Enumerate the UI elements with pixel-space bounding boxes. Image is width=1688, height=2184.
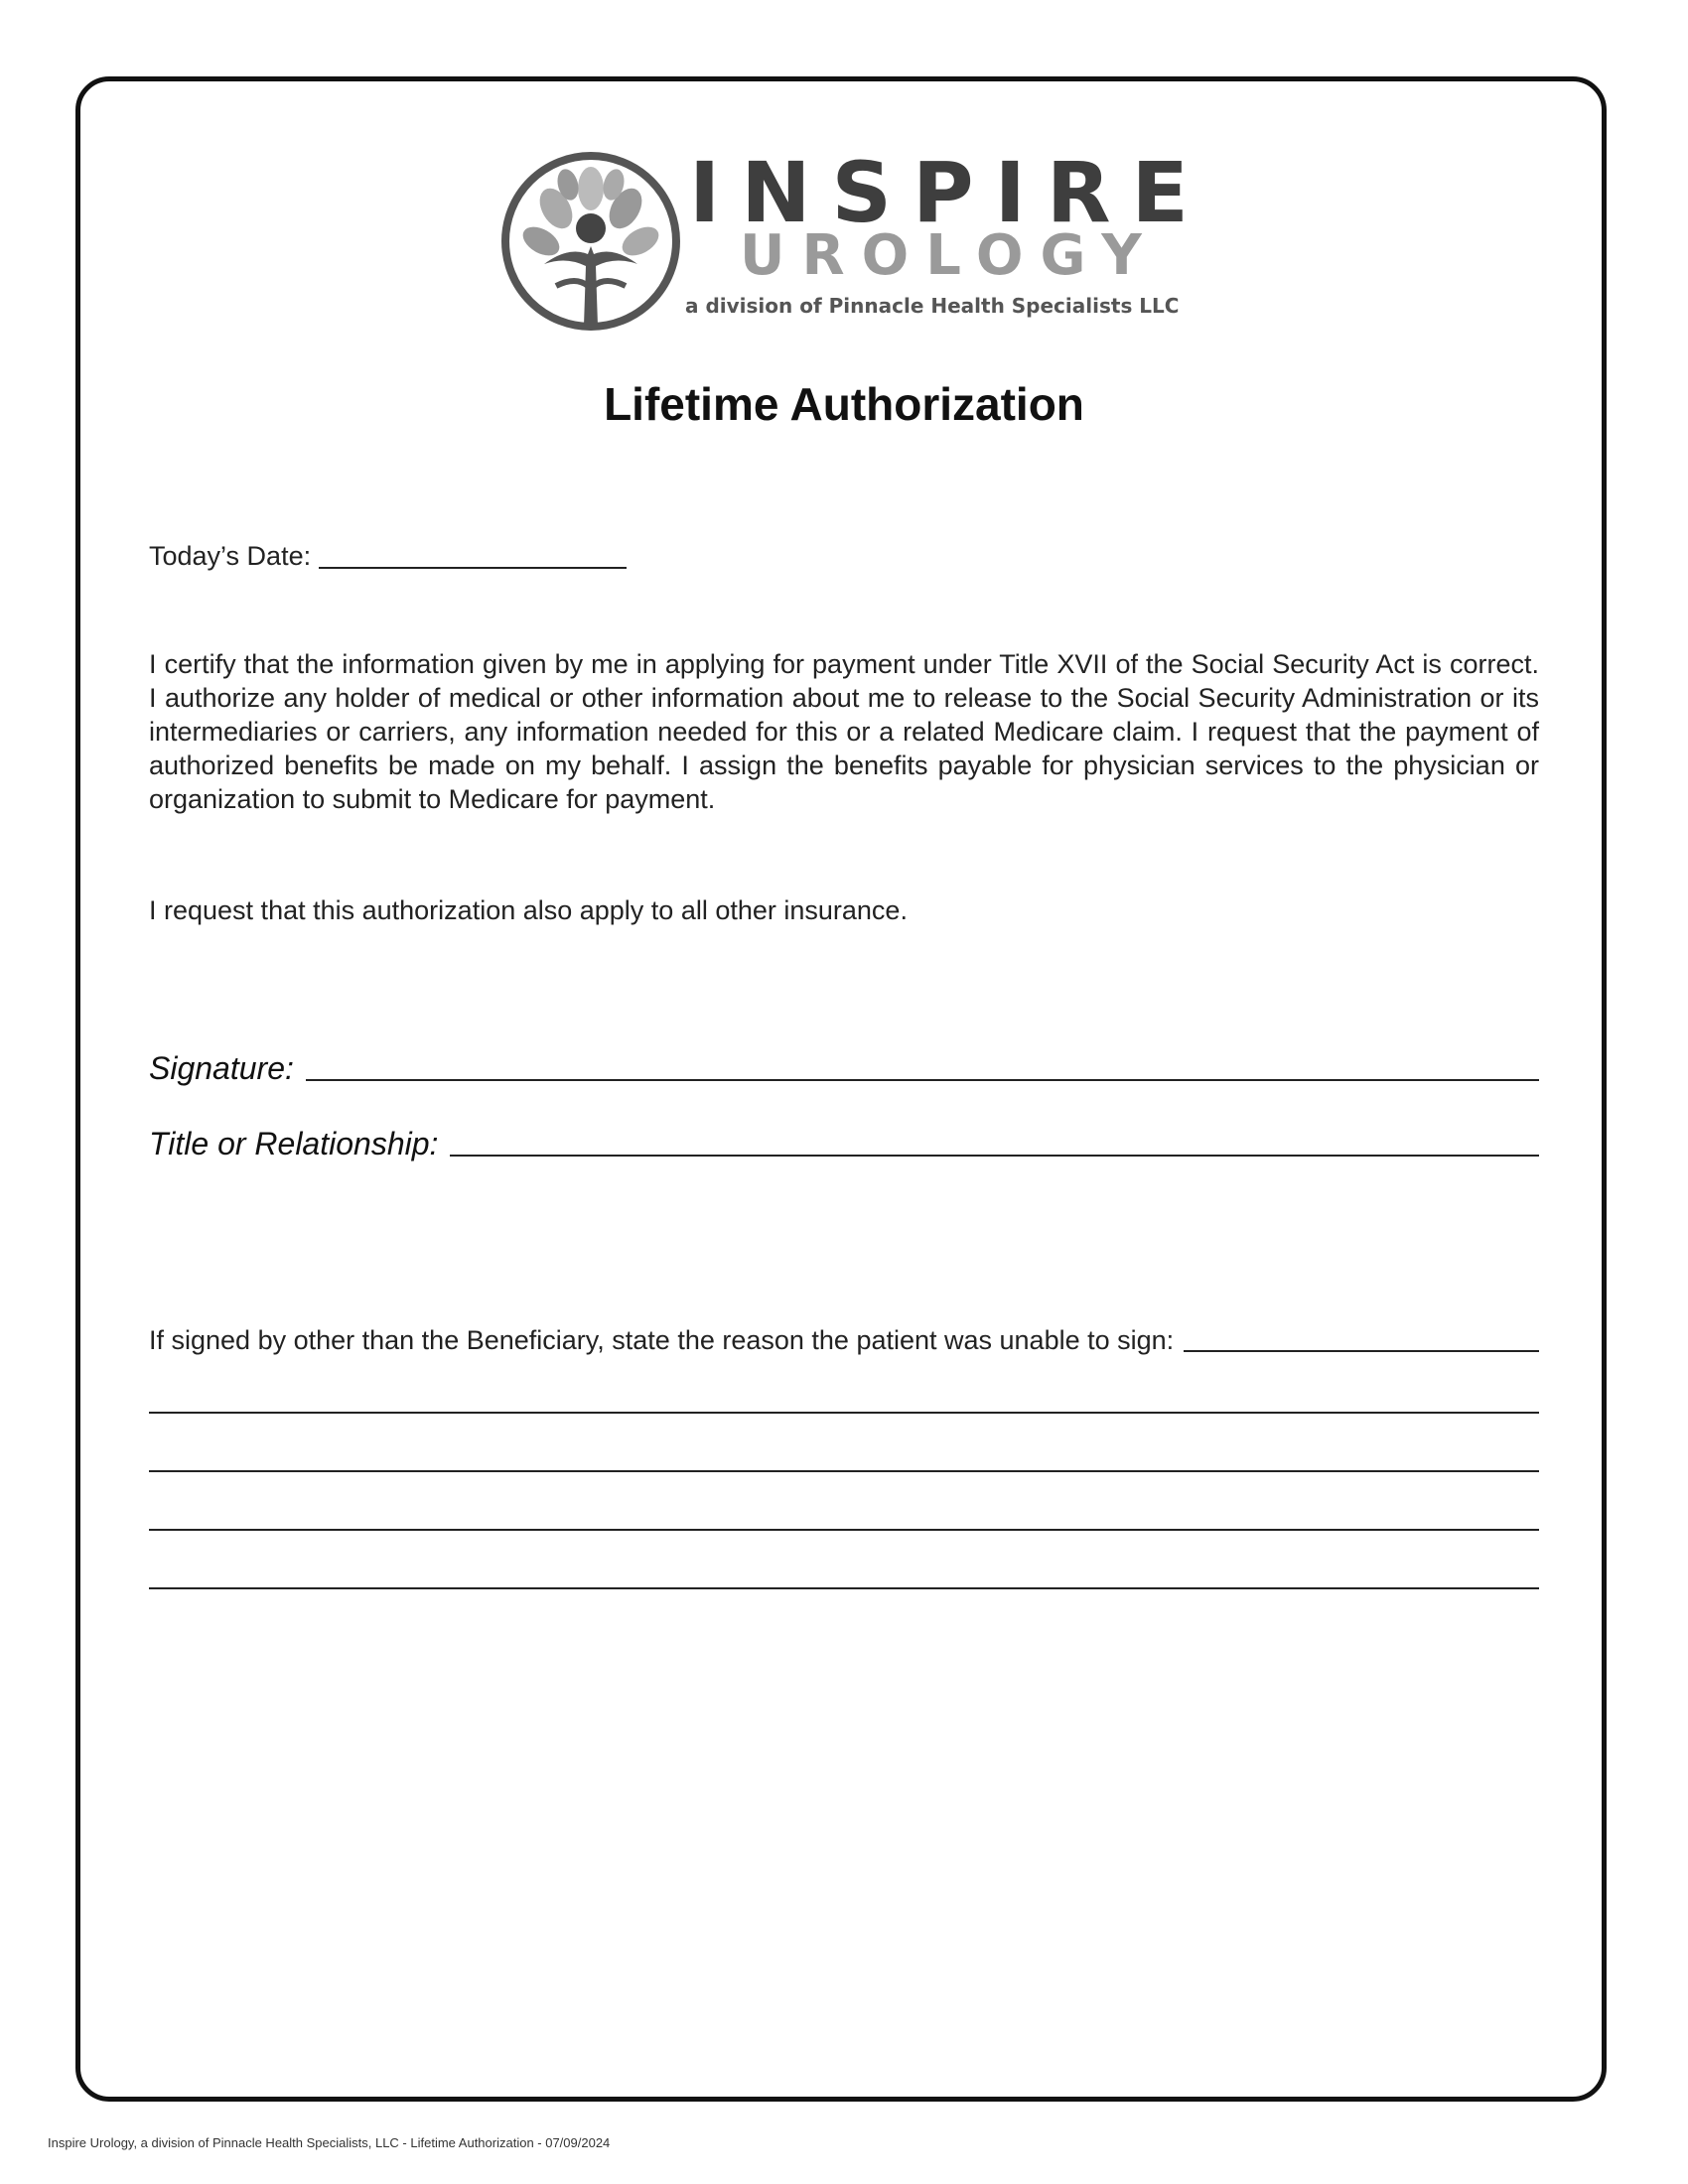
signature-label: Signature: (149, 1050, 294, 1086)
certification-paragraph: I certify that the information given by me in applying for payment under Title XVII of the Social Security Act is correct. I authorize any holder of medical or other information about me to release to the Social Security Administration or its intermediaries or carriers, any information needed for this or a related Medicare claim. I request that the payment of authorized benefits be made on my behalf. I assign the benefits payable for physician services to the physician or organization to submit to Medicare for payment. (149, 649, 1539, 814)
reason-line[interactable] (149, 1529, 1539, 1531)
brand-name: INSPIRE (689, 144, 1209, 241)
reason-label: If signed by other than the Beneficiary, state the reason the patient was unable to sign: (149, 1325, 1175, 1355)
date-field[interactable] (319, 567, 627, 569)
date-label: Today’s Date: (149, 541, 312, 571)
insurance-paragraph: I request that this authorization also apply to all other insurance. (149, 895, 908, 925)
reason-row (149, 1325, 1539, 1356)
tree-figure-icon (496, 147, 685, 336)
page-footer: Inspire Urology, a division of Pinnacle Health Specialists, LLC - Lifetime Authorization - 07/09/2024 (48, 2135, 611, 2150)
date-row (149, 539, 627, 573)
relationship-label: Title or Relationship: (149, 1126, 439, 1161)
reason-line[interactable] (149, 1587, 1539, 1589)
page-title: Lifetime Authorization (604, 378, 1084, 430)
relationship-row (149, 1123, 1539, 1162)
signature-field[interactable] (306, 1079, 1539, 1081)
signature-row (149, 1047, 1539, 1087)
reason-line[interactable] (149, 1412, 1539, 1414)
brand-tagline: a division of Pinnacle Health Specialists LLC (685, 294, 1180, 318)
reason-field[interactable] (1184, 1350, 1539, 1352)
reason-line[interactable] (149, 1470, 1539, 1472)
brand-subname: UROLOGY (740, 223, 1159, 288)
relationship-field[interactable] (450, 1155, 1539, 1157)
company-logo (496, 144, 1209, 336)
